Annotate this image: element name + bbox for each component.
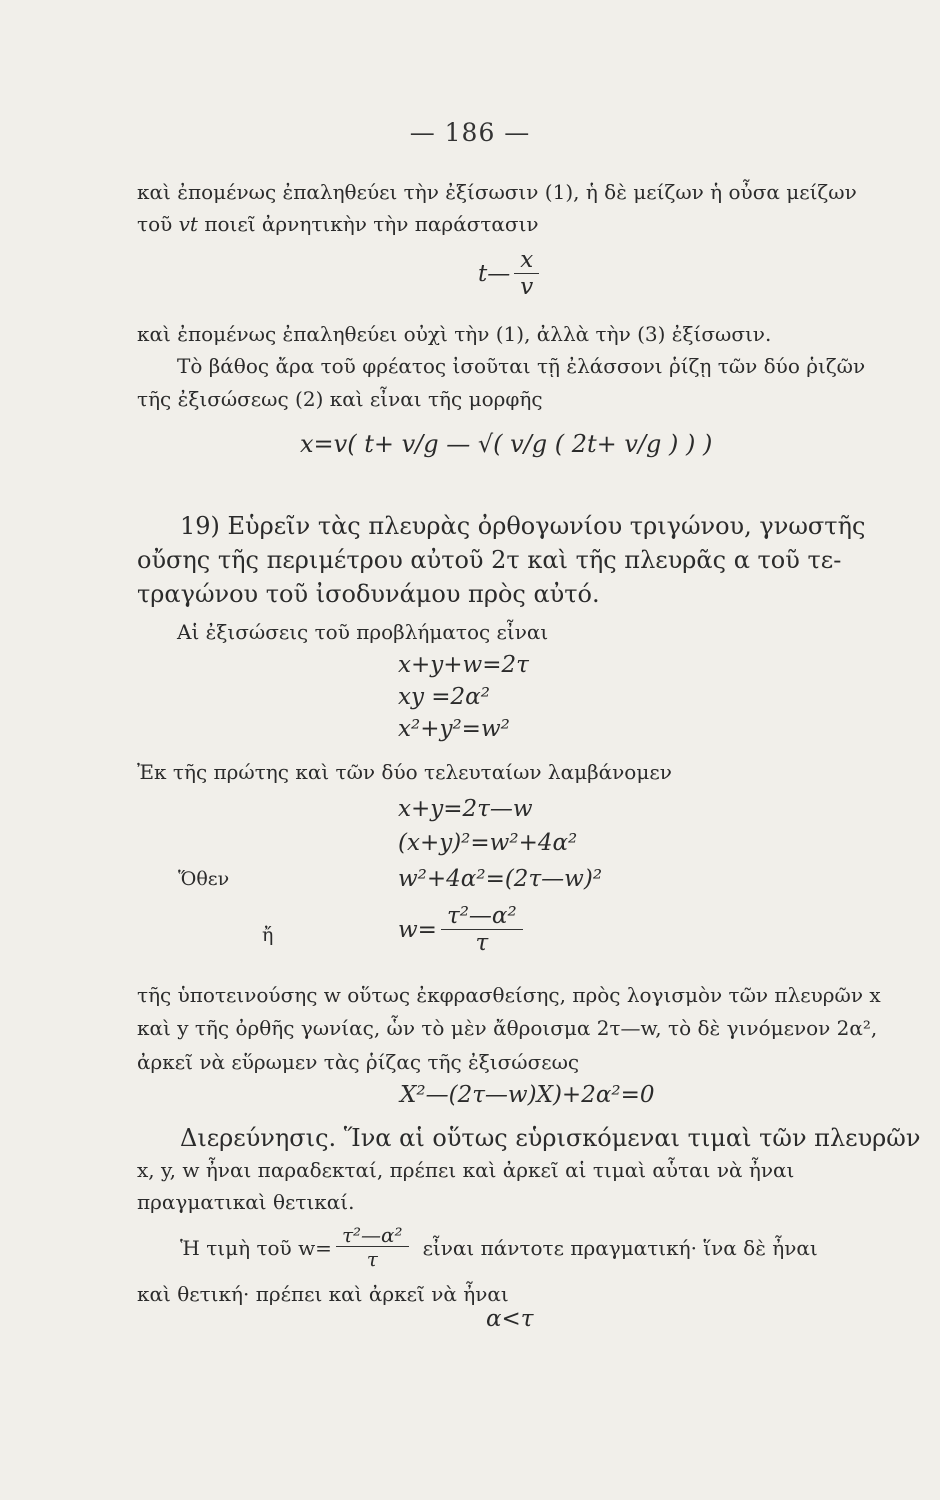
final-line: καὶ θετική· πρέπει καὶ ἀρκεῖ νὰ ἦναι	[137, 1282, 509, 1306]
from-last-two: Ἐκ τῆς πρώτης καὶ τῶν δύο τελευταίων λαμβάνομεν	[137, 760, 672, 784]
problem19-line1: 19) Εὑρεῖν τὰς πλευρὰς ὀρθογωνίου τριγώνου, γνωστῆς	[180, 512, 866, 540]
or-label: ἤ	[262, 924, 274, 946]
para3-line3: ἀρκεῖ νὰ εὕρωμεν τὰς ῥίζας τῆς ἐξισώσεως	[137, 1050, 580, 1074]
para3-line2: καὶ y τῆς ὀρθῆς γωνίας, ὧν τὸ μὲν ἄθροισμα 2τ—w, τὸ δὲ γινόμενον 2α²,	[137, 1016, 878, 1040]
discussion-line2: x, y, w ἦναι παραδεκταί, πρέπει καὶ ἀρκεῖ αἱ τιμαὶ αὗται νὰ ἦναι	[137, 1158, 795, 1182]
para1-line2: τοῦ vt ποιεῖ ἀρνητικὴν τὴν παράστασιν	[137, 212, 539, 236]
page-number: — 186 —	[409, 118, 531, 147]
para2-line3: τῆς ἐξισώσεως (2) καὶ εἶναι τῆς μορφῆς	[137, 387, 543, 411]
quadratic-equation: X²—(2τ—w)X)+2α²=0	[400, 1082, 655, 1108]
system-eq-1: x+y+w=2τ	[398, 652, 529, 678]
derived-eq-2: (x+y)²=w²+4α²	[398, 830, 578, 856]
para1-line1: καὶ ἐπομένως ἐπαληθεύει τὴν ἐξίσωσιν (1), ἡ δὲ μείζων ἡ οὖσα μείζων	[137, 180, 857, 204]
para2-line2: Τὸ βάθος ἄρα τοῦ φρέατος ἰσοῦται τῇ ἐλάσσονι ῥίζῃ τῶν δύο ῥιζῶν	[177, 354, 866, 378]
system-eq-3: x²+y²=w²	[398, 716, 510, 742]
final-inequality: α<τ	[486, 1306, 534, 1332]
equations-intro: Αἱ ἐξισώσεις τοῦ προβλήματος εἶναι	[177, 620, 549, 644]
problem19-line3: τραγώνου τοῦ ἰσοδυνάμου πρὸς αὐτό.	[137, 580, 600, 608]
discussion-line1: Διερεύνησις. Ἵνα αἱ οὕτως εὑρισκόμεναι τιμαὶ τῶν πλευρῶν	[180, 1124, 921, 1152]
derived-eq-3: w²+4α²=(2τ—w)²	[398, 866, 603, 892]
value-line: Ἡ τιμὴ τοῦ w= $\frac{\text{τ²—α²}}{\tau}$ εἶναι πάντοτε πραγματική· ἵνα δὲ ἦναι	[180, 1223, 818, 1271]
system-eq-2: xy =2α²	[398, 684, 490, 710]
w-formula: w= $\frac{\text{τ²—α²}}{\tau}$	[398, 904, 527, 958]
derived-eq-1: x+y=2τ—w	[398, 796, 533, 822]
problem19-line2: οὔσης τῆς περιμέτρου αὐτοῦ 2τ καὶ τῆς πλευρᾶς α τοῦ τε-	[137, 546, 842, 574]
hothen-label: Ὅθεν	[178, 868, 230, 890]
discussion-line3: πραγματικαὶ θετικαί.	[137, 1190, 355, 1214]
para3-line1: τῆς ὑποτεινούσης w οὕτως ἐκφρασθείσης, πρὸς λογισμὸν τῶν πλευρῶν x	[137, 983, 881, 1007]
expression-t-minus-x-over-v: t— $\frac{x}{v}$	[478, 248, 543, 302]
root-formula: x=v( t+ v/g — √( v/g ( 2t+ v/g ) ) )	[300, 430, 713, 458]
para2-line1: καὶ ἐπομένως ἐπαληθεύει οὐχὶ τὴν (1), ἀλλὰ τὴν (3) ἐξίσωσιν.	[137, 322, 772, 346]
